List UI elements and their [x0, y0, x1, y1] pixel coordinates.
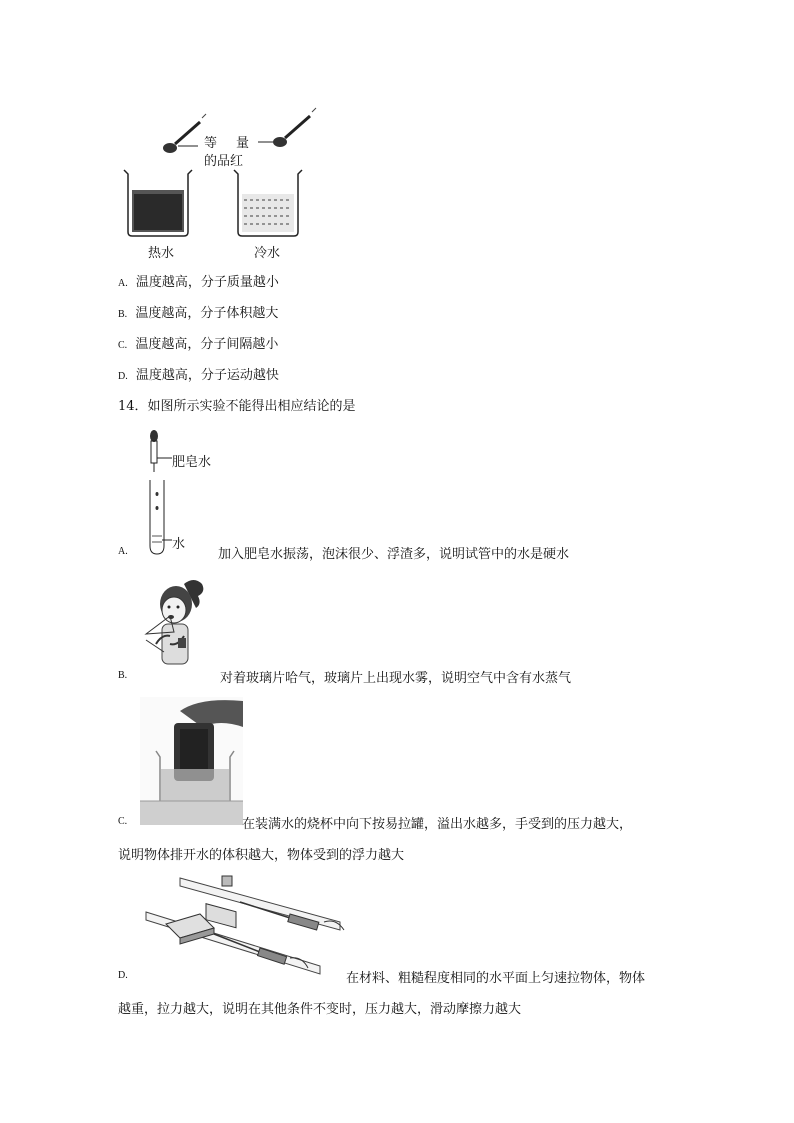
q14-c-figure — [140, 697, 243, 825]
option-text: 温度越高，分子间隔越小 — [135, 337, 279, 352]
q14-option-d[interactable] — [118, 967, 646, 986]
q14-b-figure — [140, 574, 210, 678]
can-in-beaker-icon — [140, 697, 243, 825]
q13-option-a[interactable] — [118, 271, 279, 290]
q14-option-b[interactable] — [118, 667, 572, 686]
label-hot-water: 热水 — [148, 246, 175, 261]
option-letter: B. — [118, 309, 128, 320]
q14-option-c-continuation: 说明物体排开水的体积越大，物体受到的浮力越大 — [118, 848, 405, 863]
option-text: 对着玻璃片哈气，玻璃片上出现水雾，说明空气中含有水蒸气 — [220, 671, 572, 686]
q13-option-c[interactable] — [118, 333, 278, 352]
option-text: 加入肥皂水振荡，泡沫很少、浮渣多，说明试管中的水是硬水 — [218, 547, 570, 562]
option-text: 温度越高，分子运动越快 — [135, 368, 279, 383]
option-text: 在材料、粗糙程度相同的水平面上匀速拉物体，物体 — [346, 971, 646, 986]
option-letter: D. — [118, 371, 128, 382]
right-spoon-icon — [258, 108, 316, 147]
girl-breathing-icon — [140, 574, 210, 678]
option-text: 在装满水的烧杯中向下按易拉罐，溢出水越多，手受到的压力越大， — [242, 817, 633, 832]
q14-option-c[interactable] — [118, 813, 633, 832]
label-water: 水 — [172, 537, 186, 552]
test-tube-icon — [150, 480, 172, 554]
option-text: 温度越高，分子质量越小 — [135, 275, 279, 290]
option-letter: A. — [118, 546, 128, 557]
option-letter: C. — [118, 816, 128, 827]
dropper-icon — [150, 430, 172, 472]
diffusion-diagram — [118, 104, 338, 264]
option-letter: D. — [118, 970, 128, 981]
option-letter: C. — [118, 340, 128, 351]
label-soap-water: 肥皂水 — [172, 455, 212, 470]
q14-stem: 14．如图所示实验不能得出相应结论的是 — [118, 399, 356, 414]
left-spoon-icon — [163, 114, 206, 153]
option-text: 温度越高，分子体积越大 — [135, 306, 279, 321]
label-amount: 量 — [236, 136, 250, 151]
label-equal: 等 — [204, 136, 218, 151]
option-letter: B. — [118, 670, 128, 681]
q13-option-b[interactable] — [118, 302, 278, 321]
q14-d-figure — [140, 872, 346, 982]
option-letter: A. — [118, 278, 128, 289]
q14-option-d-continuation: 越重，拉力越大，说明在其他条件不变时，压力越大，滑动摩擦力越大 — [118, 1002, 522, 1017]
label-cold-water: 冷水 — [254, 246, 281, 261]
q13-figure — [118, 104, 338, 264]
cold-water-beaker — [234, 170, 302, 236]
q13-option-d[interactable] — [118, 364, 279, 383]
hot-water-beaker — [124, 170, 192, 236]
q14-option-a[interactable] — [118, 543, 570, 562]
friction-experiment-icon — [140, 872, 346, 982]
q14-a-figure — [140, 428, 230, 558]
label-magenta: 的品红 — [204, 154, 244, 169]
